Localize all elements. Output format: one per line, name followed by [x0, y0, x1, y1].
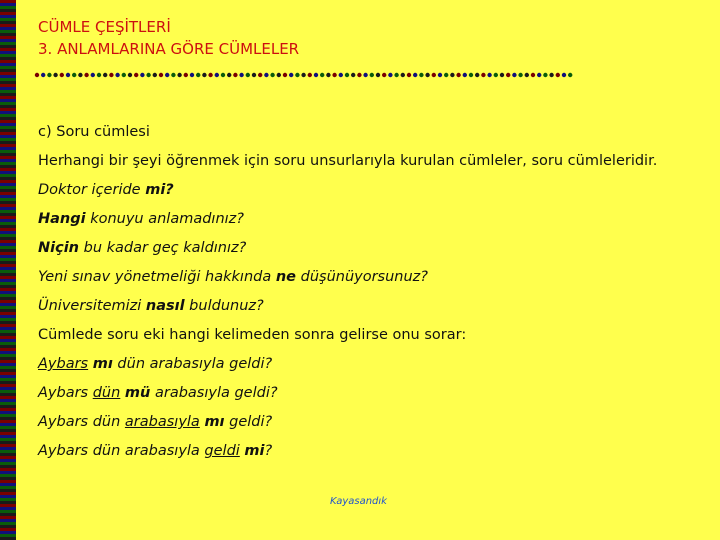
separator-dot	[518, 73, 522, 77]
separator-dot	[531, 73, 535, 77]
rule-text: Cümlede soru eki hangi kelimeden sonra gelirse onu sorar:	[38, 327, 467, 343]
question-word: nasıl	[145, 298, 185, 314]
separator-dot	[382, 73, 386, 77]
separator-dot	[84, 73, 88, 77]
placement-example-2	[38, 379, 698, 408]
example-3	[38, 234, 698, 263]
separator-dot	[401, 73, 405, 77]
separator-dot	[506, 73, 510, 77]
separator-dot	[109, 73, 113, 77]
separator-dot	[326, 73, 330, 77]
separator-dot	[47, 73, 51, 77]
asked-word: Aybars	[38, 356, 89, 372]
separator-dot	[376, 73, 380, 77]
separator-dot	[283, 73, 287, 77]
separator-dot	[500, 73, 504, 77]
separator-dot	[41, 73, 45, 77]
separator-dot	[388, 73, 392, 77]
separator-dot	[78, 73, 82, 77]
separator-dot	[277, 73, 281, 77]
separator-dot	[128, 73, 132, 77]
separator-dot	[270, 73, 274, 77]
separator-dot	[196, 73, 200, 77]
separator-dot	[370, 73, 374, 77]
separator-dot	[394, 73, 398, 77]
separator-dot	[494, 73, 498, 77]
placement-example-4	[38, 437, 698, 466]
separator-dot	[97, 73, 101, 77]
separator-dot	[444, 73, 448, 77]
example-1	[38, 176, 698, 205]
separator-dot	[264, 73, 268, 77]
separator-dot	[159, 73, 163, 77]
separator-dot	[419, 73, 423, 77]
separator-dot	[66, 73, 70, 77]
question-word: Niçin	[38, 240, 79, 256]
separator-dot	[562, 73, 566, 77]
separator-dot	[549, 73, 553, 77]
separator-dot	[115, 73, 119, 77]
decorative-left-border	[0, 0, 16, 540]
separator-dot	[221, 73, 225, 77]
section-heading: c) Soru cümlesi	[38, 124, 150, 140]
example-text: ?	[264, 443, 273, 459]
separator-dot	[140, 73, 144, 77]
separator-dot	[165, 73, 169, 77]
separator-dot	[320, 73, 324, 77]
slide-title	[38, 16, 299, 60]
separator-dot	[171, 73, 175, 77]
question-particle: mi	[244, 443, 265, 459]
example-text: Doktor içeride	[38, 182, 146, 198]
title-line-1: CÜMLE ÇEŞİTLERİ	[38, 18, 171, 36]
separator-dot	[537, 73, 541, 77]
separator-dot	[202, 73, 206, 77]
separator-dot	[295, 73, 299, 77]
example-text: dün arabasıyla geldi?	[112, 356, 273, 372]
separator-dot	[456, 73, 460, 77]
dotted-separator	[34, 72, 576, 78]
separator-dot	[308, 73, 312, 77]
example-text: Aybars dün	[38, 414, 125, 430]
separator-dot	[525, 73, 529, 77]
asked-word: dün	[92, 385, 121, 401]
separator-dot	[215, 73, 219, 77]
separator-dot	[481, 73, 485, 77]
separator-dot	[252, 73, 256, 77]
separator-dot	[53, 73, 57, 77]
separator-dot	[153, 73, 157, 77]
separator-dot	[289, 73, 293, 77]
separator-dot	[60, 73, 64, 77]
example-text: arabasıyla geldi?	[150, 385, 278, 401]
asked-word: geldi	[204, 443, 240, 459]
separator-dot	[363, 73, 367, 77]
separator-dot	[314, 73, 318, 77]
separator-dot	[208, 73, 212, 77]
question-particle: mı	[204, 414, 225, 430]
definition-text: Herhangi bir şeyi öğrenmek için soru unsurlarıyla kurulan cümleler, soru cümleleridir.	[38, 153, 658, 169]
separator-dot	[246, 73, 250, 77]
separator-dot	[227, 73, 231, 77]
example-4	[38, 263, 698, 292]
question-particle: mi?	[145, 182, 174, 198]
example-text: Yeni sınav yönetmeliği hakkında	[38, 269, 276, 285]
question-particle: mı	[92, 356, 113, 372]
example-text: geldi?	[224, 414, 273, 430]
separator-dot	[475, 73, 479, 77]
separator-dot	[134, 73, 138, 77]
separator-dot	[543, 73, 547, 77]
separator-dot	[239, 73, 243, 77]
separator-dot	[432, 73, 436, 77]
separator-dot	[512, 73, 516, 77]
separator-dot	[339, 73, 343, 77]
example-text: Aybars dün arabasıyla	[38, 443, 205, 459]
separator-dot	[450, 73, 454, 77]
separator-dot	[146, 73, 150, 77]
example-text: bu kadar geç kaldınız?	[79, 240, 247, 256]
separator-dot	[438, 73, 442, 77]
separator-dot	[122, 73, 126, 77]
separator-dot	[463, 73, 467, 77]
separator-dot	[184, 73, 188, 77]
separator-dot	[332, 73, 336, 77]
example-text: Üniversitemizi	[38, 298, 146, 314]
separator-dot	[487, 73, 491, 77]
separator-dot	[413, 73, 417, 77]
separator-dot	[301, 73, 305, 77]
example-text: Aybars	[38, 385, 93, 401]
separator-dot	[407, 73, 411, 77]
footer-author: Kayasandık	[330, 496, 387, 507]
separator-dot	[357, 73, 361, 77]
placement-example-1	[38, 350, 698, 379]
separator-dot	[351, 73, 355, 77]
separator-dot	[345, 73, 349, 77]
separator-dot	[258, 73, 262, 77]
separator-dot	[425, 73, 429, 77]
separator-dot	[233, 73, 237, 77]
separator-dot	[190, 73, 194, 77]
example-text: düşünüyorsunuz?	[296, 269, 428, 285]
separator-dot	[35, 73, 39, 77]
placement-example-3	[38, 408, 698, 437]
question-word: Hangi	[38, 211, 86, 227]
example-text: buldunuz?	[184, 298, 264, 314]
example-text: konuyu anlamadınız?	[85, 211, 244, 227]
separator-dot	[103, 73, 107, 77]
asked-word: arabasıyla	[124, 414, 200, 430]
separator-dot	[72, 73, 76, 77]
example-2	[38, 205, 698, 234]
example-5	[38, 292, 698, 321]
separator-dot	[556, 73, 560, 77]
question-particle: mü	[124, 385, 151, 401]
separator-dot	[469, 73, 473, 77]
separator-dot	[177, 73, 181, 77]
separator-dot	[91, 73, 95, 77]
title-line-2: 3. ANLAMLARINA GÖRE CÜMLELER	[38, 40, 300, 58]
question-word: ne	[275, 269, 297, 285]
slide-content	[38, 118, 698, 466]
separator-dot	[568, 73, 572, 77]
